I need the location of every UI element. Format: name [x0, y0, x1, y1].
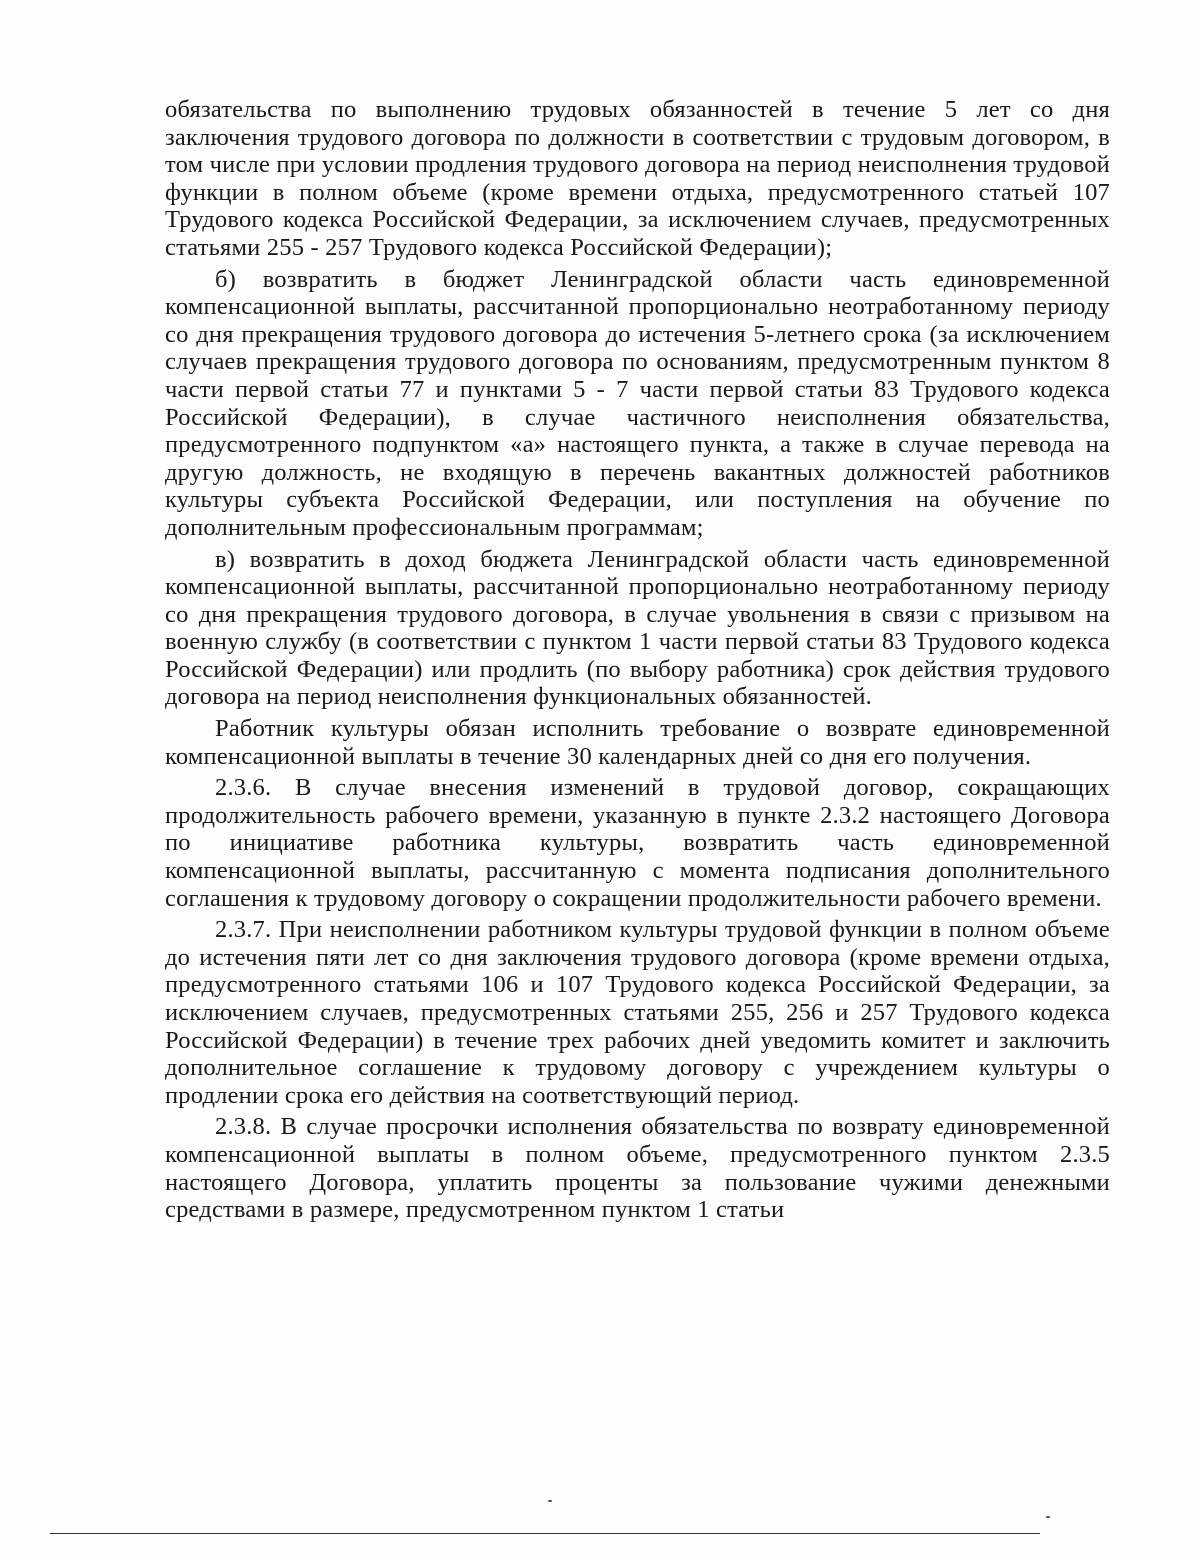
paragraph-refund-requirement: Работник культуры обязан исполнить требование о возврате единовременной компенсационной выплаты в течение 30 календарных дней со дня его получения. — [165, 715, 1110, 770]
paragraph-obligation-continuation: обязательства по выполнению трудовых обязанностей в течение 5 лет со дня заключения трудового договора по должности в соответствии с трудовым договором, в том числе при условии продления трудового договора на период неисполнения трудовой функции в полном объеме (кроме времени отдыха, предусмотренного статьей 107 Трудового кодекса Российской Федерации, за исключением случаев, предусмотренных статьями 255 - 257 Трудового кодекса Российской Федерации); — [165, 96, 1110, 261]
scan-speck — [1046, 1516, 1050, 1518]
paragraph-2-3-8: 2.3.8. В случае просрочки исполнения обязательства по возврату единовременной компенсационной выплаты в полном объеме, предусмотренного пунктом 2.3.5 настоящего Договора, уплатить проценты за пользование чужими денежными средствами в размере, предусмотренном пунктом 1 статьи — [165, 1113, 1110, 1224]
paragraph-2-3-7: 2.3.7. При неисполнении работником культуры трудовой функции в полном объеме до истечения пяти лет со дня заключения трудового договора (кроме времени отдыха, предусмотренного статьями 106 и 107 Трудового кодекса Российской Федерации, за исключением случаев, предусмотренных статьями 255, 256 и 257 Трудового кодекса Российской Федерации) в течение трех рабочих дней уведомить комитет и заключить дополнительное соглашение к трудовому договору с учреждением культуры о продлении срока его действия на соответствующий период. — [165, 916, 1110, 1109]
paragraph-2-3-6: 2.3.6. В случае внесения изменений в трудовой договор, сокращающих продолжительность рабочего времени, указанную в пункте 2.3.2 настоящего Договора по инициативе работника культуры, возвратить часть единовременной компенсационной выплаты, рассчитанную с момента подписания дополнительного соглашения к трудовому договору о сокращении продолжительности рабочего времени. — [165, 774, 1110, 912]
paragraph-item-b: б) возвратить в бюджет Ленинградской области часть единовременной компенсационной выплаты, рассчитанной пропорционально неотработанному периоду со дня прекращения трудового договора до истечения 5-летнего срока (за исключением случаев прекращения трудового договора по основаниям, предусмотренным пунктом 8 части первой статьи 77 и пунктами 5 - 7 части первой статьи 83 Трудового кодекса Российской Федерации), в случае частичного неисполнения обязательства, предусмотренного подпунктом «а» настоящего пункта, а также в случае перевода на другую должность, не входящую в перечень вакантных должностей работников культуры субъекта Российской Федерации, или поступления на обучение по дополнительным профессиональным программам; — [165, 265, 1110, 541]
scan-edge-line — [50, 1533, 1040, 1534]
document-body — [165, 96, 1110, 1228]
scan-speck — [548, 1500, 552, 1502]
paragraph-item-v: в) возвратить в доход бюджета Ленинградской области часть единовременной компенсационной выплаты, рассчитанной пропорционально неотработанному периоду со дня прекращения трудового договора, в случае увольнения в связи с призывом на военную службу (в соответствии с пунктом 1 части первой статьи 83 Трудового кодекса Российской Федерации) или продлить (по выбору работника) срок действия трудового договора на период неисполнения функциональных обязанностей. — [165, 545, 1110, 711]
